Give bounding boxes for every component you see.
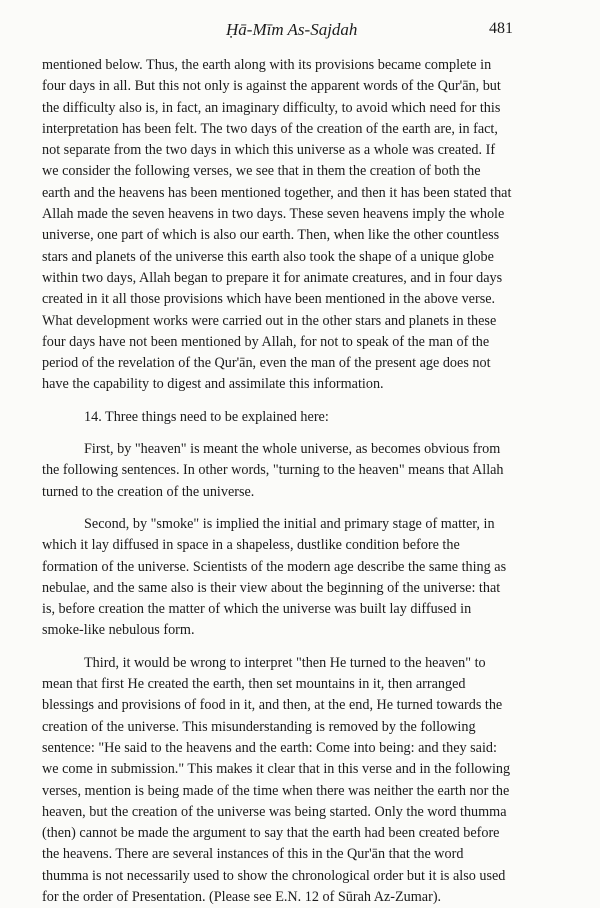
text-line: not separate from the two days in which this universe as a whole was created. If — [42, 142, 496, 159]
text-line: blessings and provisions of food in it, and then, at the end, He turned towards the — [42, 697, 503, 714]
text-line: the difficulty also is, in fact, an imaginary difficulty, to avoid which need for this — [42, 99, 501, 116]
text-line: turned to the creation of the universe. — [42, 483, 255, 500]
text-line: period of the revelation of the Qur'ān, even the man of the present age does not — [42, 355, 491, 372]
text-line: formation of the universe. Scientists of the modern age describe the same thing as — [42, 558, 507, 575]
text-line: thumma is not necessarily used to show the chronological order but it is also used — [42, 867, 506, 884]
text-line: for the order of Presentation. (Please see E.N. 12 of Sūrah Az-Zumar). — [42, 888, 442, 905]
paragraph — [42, 439, 558, 503]
text-line: is, before creation the matter of which the universe was built lay diffused in — [42, 601, 472, 618]
text-line: the heavens. There are several instances of this in the Qur'ān that the word — [42, 846, 464, 863]
text-line: have the capability to digest and assimilate this information. — [42, 376, 384, 393]
text-line: created in it all those provisions which have been mentioned in the above verse. — [42, 291, 496, 308]
paragraph — [42, 55, 558, 396]
text-line: sentence: "He said to the heavens and the earth: Come into being: and they said: — [42, 739, 497, 756]
text-line: stars and planets of the universe this earth also took the shape of a unique globe — [42, 248, 494, 265]
text-line: within two days, Allah began to prepare it for animate creatures, and in four days — [42, 269, 503, 286]
text-line: universe, one part of which is also our earth. Then, when like the other countless — [42, 227, 500, 244]
text-line: What development works were carried out in the other stars and planets in these — [42, 312, 497, 329]
running-title: Ḥā-Mīm As-Sajdah — [226, 20, 358, 39]
paragraph-gap — [42, 503, 558, 514]
body-text — [42, 55, 558, 908]
text-line: Third, it would be wrong to interpret "then He turned to the heaven" to — [84, 654, 486, 671]
text-line: heaven, but the creation of the universe was being started. Only the word thumma — [42, 803, 507, 820]
text-line: smoke-like nebulous form. — [42, 622, 195, 639]
paragraph — [42, 514, 558, 642]
page-number: 481 — [489, 20, 513, 37]
paragraph — [42, 407, 558, 428]
text-line: First, by "heaven" is meant the whole universe, as becomes obvious from — [84, 441, 501, 458]
text-line: 14. Three things need to be explained here: — [84, 408, 329, 425]
text-line: nebulae, and the same also is their view about the beginning of the universe: that — [42, 579, 501, 596]
text-line: four days have not been mentioned by Allah, for not to speak of the man of the — [42, 333, 490, 350]
paragraph — [42, 653, 558, 908]
text-line: we consider the following verses, we see that in them the creation of both the — [42, 163, 481, 180]
text-line: creation of the universe. This misunderstanding is removed by the following — [42, 718, 476, 735]
text-line: Allah made the seven heavens in two days. These seven heavens imply the whole — [42, 206, 505, 223]
text-line: mentioned below. Thus, the earth along with its provisions became complete in — [42, 57, 492, 73]
page-header — [0, 20, 600, 44]
text-line: interpretation has been felt. The two days of the creation of the earth are, in fact, — [42, 120, 498, 137]
text-line: we come in submission." This makes it clear that in this verse and in the following — [42, 761, 511, 778]
paragraph-gap — [42, 428, 558, 439]
text-line: Second, by "smoke" is implied the initial and primary stage of matter, in — [84, 515, 495, 532]
text-line: four days in all. But this not only is against the apparent words of the Qur'ān, but — [42, 78, 501, 95]
paragraph-gap — [42, 396, 558, 407]
text-line: mean that first He created the earth, then set mountains in it, then arranged — [42, 676, 466, 693]
text-line: verses, mention is being made of the time when there was neither the earth nor the — [42, 782, 510, 799]
text-line: which it lay diffused in space in a shapeless, dustlike condition before the — [42, 537, 460, 554]
text-line: (then) cannot be made the argument to say that the earth had been created before — [42, 825, 500, 842]
paragraph-gap — [42, 642, 558, 653]
text-line: earth and the heavens has been mentioned together, and then it has been stated that — [42, 184, 512, 201]
text-line: the following sentences. In other words, "turning to the heaven" means that Allah — [42, 462, 504, 479]
